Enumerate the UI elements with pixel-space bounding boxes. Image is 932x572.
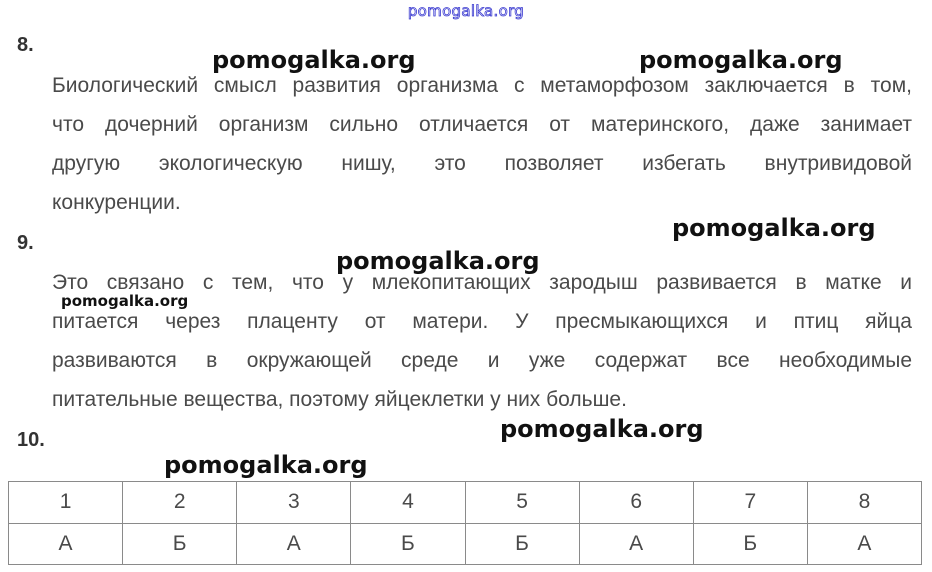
table-cell: 3 bbox=[237, 482, 351, 524]
watermark: pomogalka.org bbox=[61, 292, 189, 310]
table-cell: А bbox=[579, 523, 693, 565]
watermark: pomogalka.org bbox=[212, 46, 416, 74]
answer-line: развиваются в окружающей среде и уже содержат все необходимые bbox=[52, 349, 912, 372]
question-8-number: 8. bbox=[17, 34, 34, 56]
table-header-row bbox=[9, 482, 922, 524]
question-10-number: 10. bbox=[17, 429, 45, 451]
table-cell: Б bbox=[123, 523, 237, 565]
table-cell: Б bbox=[351, 523, 465, 565]
table-cell: Б bbox=[465, 523, 579, 565]
answer-line: Это связано с тем, что у млекопитающих зародыш развивается в матке и bbox=[52, 271, 912, 294]
site-logo: pomogalka.org bbox=[407, 2, 525, 20]
watermark: pomogalka.org bbox=[500, 415, 704, 443]
table-cell: А bbox=[807, 523, 921, 565]
table-cell: А bbox=[9, 523, 123, 565]
watermark: pomogalka.org bbox=[672, 214, 876, 242]
table-cell: 7 bbox=[693, 482, 807, 524]
answer-line: конкуренции. bbox=[52, 191, 181, 214]
answer-line: другую экологическую нишу, это позволяет избегать внутривидовой bbox=[52, 152, 912, 175]
table-cell: 4 bbox=[351, 482, 465, 524]
table-cell: 1 bbox=[9, 482, 123, 524]
watermark: pomogalka.org bbox=[164, 451, 368, 479]
watermark: pomogalka.org bbox=[639, 46, 843, 74]
question-8-answer bbox=[52, 66, 912, 222]
table-cell: А bbox=[237, 523, 351, 565]
answer-line: питается через плаценту от матери. У пресмыкающихся и птиц яйца bbox=[52, 310, 912, 333]
table-cell: 5 bbox=[465, 482, 579, 524]
table-cell: 2 bbox=[123, 482, 237, 524]
answer-table bbox=[8, 481, 922, 565]
table-cell: Б bbox=[693, 523, 807, 565]
answer-line: Биологический смысл развития организма с метаморфозом заключается в том, bbox=[52, 74, 912, 97]
table-row bbox=[9, 523, 922, 565]
question-9-number: 9. bbox=[17, 232, 34, 254]
table-cell: 8 bbox=[807, 482, 921, 524]
watermark: pomogalka.org bbox=[336, 247, 540, 275]
answer-line: что дочерний организм сильно отличается от материнского, даже занимает bbox=[52, 113, 912, 136]
table-cell: 6 bbox=[579, 482, 693, 524]
question-9-answer bbox=[52, 263, 912, 419]
answer-line: питательные вещества, поэтому яйцеклетки у них больше. bbox=[52, 388, 627, 411]
